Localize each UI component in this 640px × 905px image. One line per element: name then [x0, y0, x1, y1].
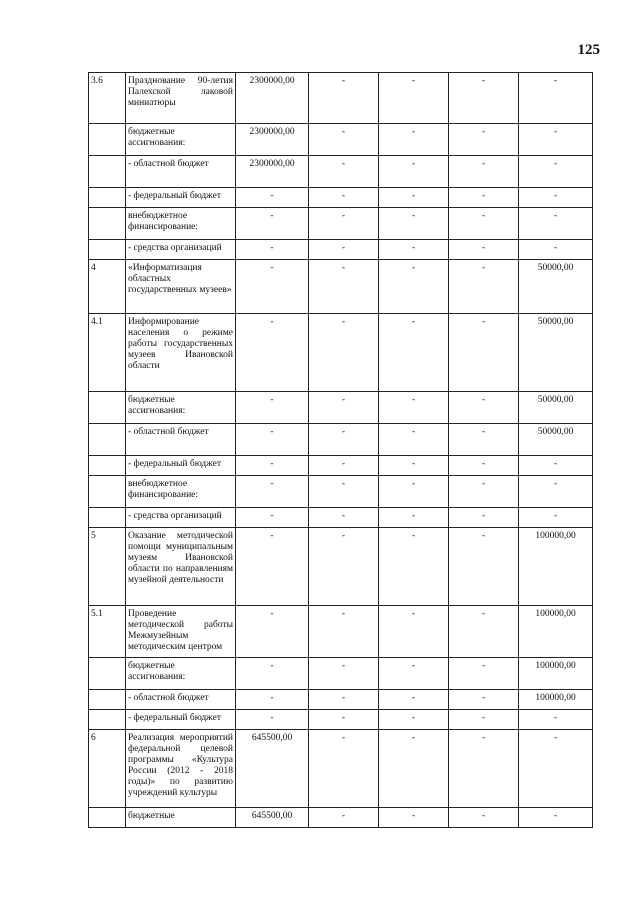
value-cell: -	[519, 124, 593, 156]
value-cell: -	[309, 424, 379, 456]
value-cell: -	[309, 710, 379, 730]
value-cell: -	[236, 208, 309, 240]
row-name: Проведение методической работы Межмузейным методическим центром	[126, 606, 236, 658]
value-cell: -	[379, 508, 449, 528]
row-number: 3.6	[89, 73, 126, 124]
value-cell: -	[449, 808, 519, 828]
value-cell: -	[449, 456, 519, 476]
value-cell: -	[236, 314, 309, 392]
value-cell: -	[519, 808, 593, 828]
row-name: бюджетные ассигнования:	[126, 124, 236, 156]
value-cell: -	[309, 606, 379, 658]
value-cell: 2300000,00	[236, 156, 309, 188]
table-row	[89, 240, 593, 260]
row-number	[89, 208, 126, 240]
value-cell: 50000,00	[519, 260, 593, 314]
value-cell: -	[449, 124, 519, 156]
value-cell: -	[449, 314, 519, 392]
row-number: 6	[89, 730, 126, 808]
row-number	[89, 156, 126, 188]
row-name: - областной бюджет	[126, 156, 236, 188]
value-cell: -	[236, 424, 309, 456]
value-cell: -	[309, 240, 379, 260]
value-cell: -	[449, 424, 519, 456]
value-cell: -	[379, 260, 449, 314]
value-cell: -	[309, 808, 379, 828]
value-cell: -	[379, 658, 449, 690]
table-row	[89, 424, 593, 456]
value-cell: 100000,00	[519, 658, 593, 690]
value-cell: -	[236, 710, 309, 730]
value-cell: -	[309, 476, 379, 508]
value-cell: -	[236, 476, 309, 508]
value-cell: -	[519, 208, 593, 240]
page-number: 125	[577, 42, 600, 58]
table-row	[89, 260, 593, 314]
value-cell: -	[449, 260, 519, 314]
row-number	[89, 456, 126, 476]
value-cell: -	[236, 690, 309, 710]
value-cell: -	[236, 456, 309, 476]
row-name: Празднование 90-летия Палехской лаковой миниатюры	[126, 73, 236, 124]
value-cell: -	[449, 476, 519, 508]
value-cell: -	[379, 808, 449, 828]
row-number	[89, 424, 126, 456]
value-cell: -	[309, 208, 379, 240]
value-cell: -	[379, 476, 449, 508]
value-cell: -	[449, 208, 519, 240]
value-cell: -	[236, 240, 309, 260]
value-cell: -	[379, 456, 449, 476]
value-cell: -	[519, 456, 593, 476]
value-cell: -	[449, 606, 519, 658]
table-row	[89, 508, 593, 528]
value-cell: -	[379, 156, 449, 188]
value-cell: 100000,00	[519, 690, 593, 710]
row-name: - средства организаций	[126, 240, 236, 260]
value-cell: -	[449, 730, 519, 808]
table-row	[89, 73, 593, 124]
value-cell: -	[449, 658, 519, 690]
table-row	[89, 528, 593, 606]
value-cell: -	[309, 260, 379, 314]
table-row	[89, 156, 593, 188]
row-name: внебюджетное финансирование:	[126, 476, 236, 508]
row-name: внебюджетное финансирование:	[126, 208, 236, 240]
table-row	[89, 314, 593, 392]
value-cell: -	[236, 658, 309, 690]
table-row	[89, 456, 593, 476]
table-row	[89, 606, 593, 658]
table-row	[89, 476, 593, 508]
row-number: 4	[89, 260, 126, 314]
value-cell: 50000,00	[519, 392, 593, 424]
table-row	[89, 710, 593, 730]
value-cell: -	[379, 188, 449, 208]
value-cell: -	[519, 730, 593, 808]
value-cell: -	[519, 508, 593, 528]
table-row	[89, 730, 593, 808]
value-cell: -	[379, 124, 449, 156]
row-name: Оказание методической помощи муниципальным музеям Ивановской области по направлениям музейной деятельности	[126, 528, 236, 606]
value-cell: -	[309, 314, 379, 392]
table-row	[89, 208, 593, 240]
value-cell: -	[309, 730, 379, 808]
value-cell: -	[519, 188, 593, 208]
value-cell: -	[449, 710, 519, 730]
value-cell: -	[519, 710, 593, 730]
row-name: - областной бюджет	[126, 690, 236, 710]
row-name: - федеральный бюджет	[126, 456, 236, 476]
value-cell: -	[379, 73, 449, 124]
budget-table	[88, 72, 593, 828]
value-cell: -	[379, 392, 449, 424]
value-cell: -	[236, 606, 309, 658]
row-number	[89, 188, 126, 208]
row-number	[89, 476, 126, 508]
table-row	[89, 392, 593, 424]
table-row	[89, 124, 593, 156]
value-cell: -	[519, 476, 593, 508]
row-number	[89, 508, 126, 528]
value-cell: 50000,00	[519, 314, 593, 392]
row-name: - областной бюджет	[126, 424, 236, 456]
value-cell: -	[449, 188, 519, 208]
value-cell: -	[379, 314, 449, 392]
row-name: бюджетные ассигнования:	[126, 658, 236, 690]
budget-table-body	[89, 73, 593, 828]
row-number: 5.1	[89, 606, 126, 658]
value-cell: -	[309, 188, 379, 208]
value-cell: -	[236, 528, 309, 606]
value-cell: -	[236, 508, 309, 528]
value-cell: -	[379, 528, 449, 606]
row-name: «Информатизация областных государственных музеев»	[126, 260, 236, 314]
value-cell: 50000,00	[519, 424, 593, 456]
value-cell: -	[309, 73, 379, 124]
value-cell: -	[236, 392, 309, 424]
value-cell: -	[236, 188, 309, 208]
row-number	[89, 808, 126, 828]
value-cell: 645500,00	[236, 808, 309, 828]
value-cell: 100000,00	[519, 606, 593, 658]
value-cell: -	[379, 606, 449, 658]
value-cell: -	[519, 156, 593, 188]
value-cell: -	[309, 392, 379, 424]
value-cell: -	[519, 240, 593, 260]
row-number	[89, 124, 126, 156]
row-name: бюджетные	[126, 808, 236, 828]
row-number	[89, 658, 126, 690]
value-cell: -	[379, 424, 449, 456]
row-name: Реализация мероприятий федеральной целевой программы «Культура России (2012 - 2018 годы)» по развитию учреждений культуры	[126, 730, 236, 808]
row-number: 4.1	[89, 314, 126, 392]
value-cell: -	[309, 124, 379, 156]
row-name: бюджетные ассигнования:	[126, 392, 236, 424]
value-cell: 100000,00	[519, 528, 593, 606]
value-cell: -	[379, 730, 449, 808]
table-row	[89, 690, 593, 710]
value-cell: -	[379, 208, 449, 240]
value-cell: 645500,00	[236, 730, 309, 808]
value-cell: 2300000,00	[236, 124, 309, 156]
row-name: - средства организаций	[126, 508, 236, 528]
value-cell: -	[449, 73, 519, 124]
value-cell: -	[449, 392, 519, 424]
value-cell: -	[309, 156, 379, 188]
table-row	[89, 808, 593, 828]
value-cell: 2300000,00	[236, 73, 309, 124]
value-cell: -	[309, 528, 379, 606]
table-row	[89, 658, 593, 690]
row-number	[89, 392, 126, 424]
value-cell: -	[449, 528, 519, 606]
value-cell: -	[309, 456, 379, 476]
value-cell: -	[309, 658, 379, 690]
value-cell: -	[309, 690, 379, 710]
value-cell: -	[236, 260, 309, 314]
value-cell: -	[379, 690, 449, 710]
row-number	[89, 240, 126, 260]
value-cell: -	[519, 73, 593, 124]
row-number	[89, 690, 126, 710]
value-cell: -	[449, 508, 519, 528]
row-name: - федеральный бюджет	[126, 188, 236, 208]
table-row	[89, 188, 593, 208]
row-name: - федеральный бюджет	[126, 710, 236, 730]
value-cell: -	[379, 240, 449, 260]
value-cell: -	[449, 156, 519, 188]
value-cell: -	[379, 710, 449, 730]
row-number: 5	[89, 528, 126, 606]
row-number	[89, 710, 126, 730]
row-name: Информирование населения о режиме работы государственных музеев Ивановской области	[126, 314, 236, 392]
value-cell: -	[449, 240, 519, 260]
value-cell: -	[449, 690, 519, 710]
value-cell: -	[309, 508, 379, 528]
